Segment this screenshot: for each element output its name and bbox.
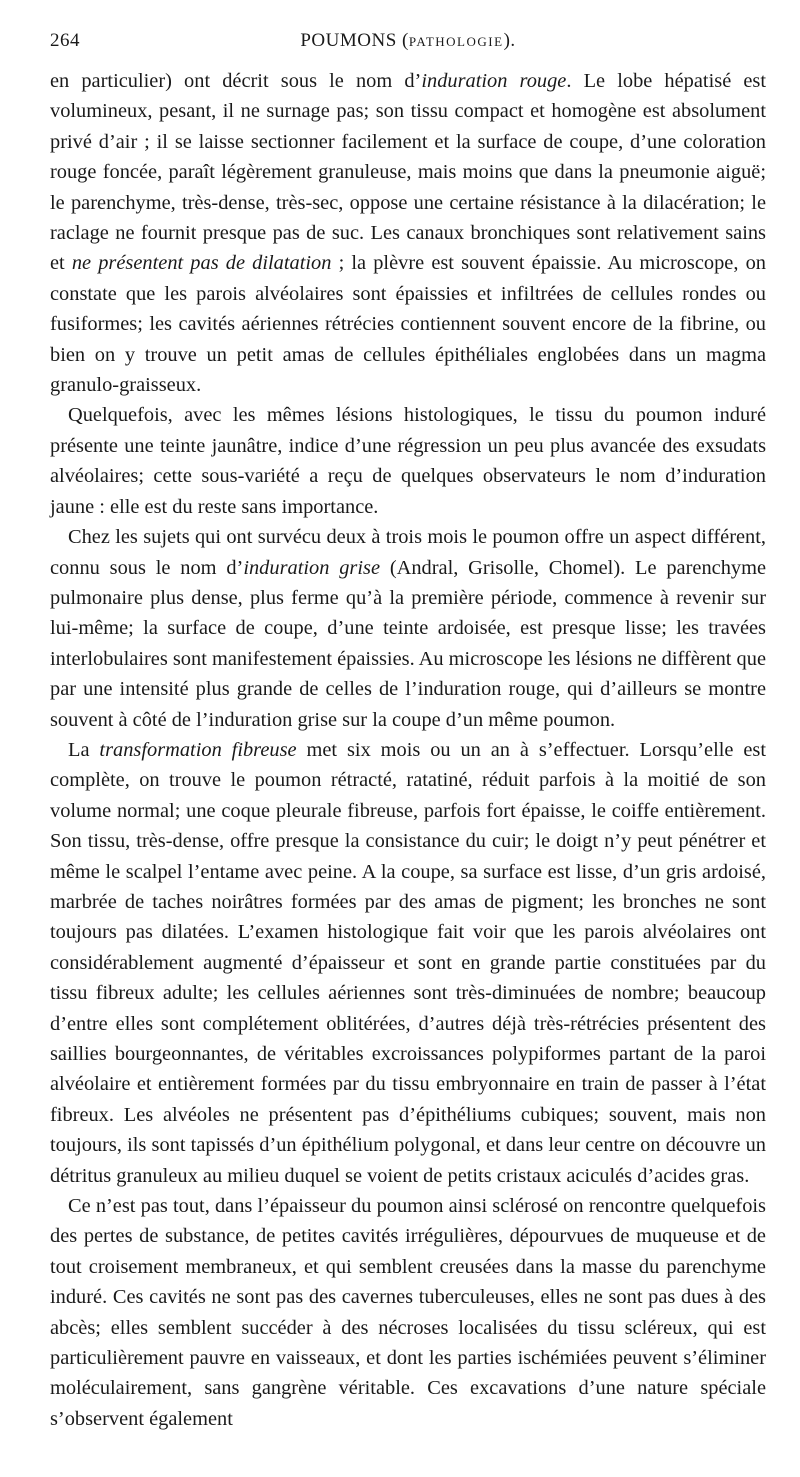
- page-header: [50, 30, 766, 66]
- page-number: 264: [50, 30, 80, 51]
- text-run: Chez les sujets qui ont survécu deux à trois mois le poumon offre un aspect différent, connu sous le nom d’: [50, 526, 766, 579]
- text-run: (Andral, Grisolle, Chomel). Le parenchyme pulmonaire plus dense, plus ferme qu’à la première période, commence à revenir sur lui-même; la surface de coupe, d’une teinte ardoisée, est presque lisse; les travées interlobulaires sont manifestement épaissies. Au microscope les lésions ne diffèrent que par une intensité plus grande de celles de l’induration rouge, qui d’ailleurs se montre souvent à côté de l’induration grise sur la coupe d’un même poumon.: [50, 556, 766, 731]
- running-title-paren-close: ).: [503, 30, 516, 51]
- italic-term: induration grise: [243, 556, 381, 579]
- book-page: [50, 30, 766, 1434]
- paragraph: [50, 400, 766, 522]
- italic-term: ne présentent pas de dilatation: [71, 252, 332, 275]
- running-title-paren-open: (: [402, 30, 409, 51]
- text-run: Quelquefois, avec les mêmes lésions histologiques, le tissu du poumon induré présente une teinte jaunâtre, indice d’une régression un peu plus avancée des exsudats alvéolaires; cette sous-variété a reçu de quelques observateurs le nom d’induration jaune : elle est du reste sans importance.: [50, 404, 766, 518]
- running-title-section: PATHOLOGIE: [408, 34, 504, 49]
- text-run: ; la plèvre est souvent épaissie. Au microscope, on constate que les parois alvéolaires sont épaissies et infiltrées de cellules rondes ou fusiformes; les cavités aériennes rétrécies contiennent souvent encore de la fibrine, ou bien on y trouve un petit amas de cellules épithéliales englobées dans un magma granulo-graisseux.: [50, 252, 766, 397]
- body-text: [50, 66, 766, 1434]
- paragraph: [50, 735, 766, 1191]
- text-run: met six mois ou un an à s’effectuer. Lorsqu’elle est complète, on trouve le poumon rétracté, ratatiné, réduit parfois à la moitié de son volume normal; une coque pleurale fibreuse, parfois fort épaisse, le coiffe entièrement. Son tissu, très-dense, offre presque la consistance du cuir; le doigt n’y peut pénétrer et même le scalpel l’entame avec peine. A la coupe, sa surface est lisse, d’un gris ardoisé, marbrée de taches noirâtres formées par des amas de pigment; les bronches ne sont toujours pas dilatées. L’examen histologique fait voir que les parois alvéolaires ont considérablement augmenté d’épaisseur et sont en grande partie constituées par du tissu fibreux adulte; les cellules aériennes sont très-diminuées de nombre; beaucoup d’entre elles sont complétement oblitérées, d’autres déjà très-rétrécies présentent des saillies bourgeonnantes, de véritables excroissances polypiformes partant de la paroi alvéolaire et entièrement formées par du tissu embryonnaire en train de passer à l’état fibreux. Les alvéoles ne présentent pas d’épithéliums cubiques; souvent, mais non toujours, ils sont tapissés d’un épithélium polygonal, et dans leur centre on découvre un détritus granuleux au milieu duquel se voient de petits cristaux aciculés d’acides gras.: [50, 738, 767, 1187]
- text-run: . Le lobe hépatisé est volumineux, pesant, il ne surnage pas; son tissu compact et homogène est absolument privé d’air ; il se laisse sectionner facilement et la surface de coupe, d’une coloration rouge foncée, paraît légèrement granuleuse, mais moins que dans la pneumonie aiguë; le parenchyme, très-dense, très-sec, oppose une certaine résistance à la dilacération; le raclage ne fournit presque pas de suc. Les canaux bronchiques sont relativement sains et: [50, 70, 767, 275]
- text-run: La: [68, 738, 100, 761]
- italic-term: transformation fibreuse: [99, 738, 297, 761]
- running-title: [50, 30, 766, 52]
- text-run: Ce n’est pas tout, dans l’épaisseur du poumon ainsi sclérosé on rencontre quelquefois des pertes de substance, de petites cavités irrégulières, dépourvues de muqueuse et de tout croisement membraneux, et qui semblent creusées dans la masse du parenchyme induré. Ces cavités ne sont pas des cavernes tuberculeuses, elles ne sont pas dues à des abcès; elles semblent succéder à des nécroses localisées du tissu scléreux, qui est particulièrement pauvre en vaisseaux, et dont les parties ischémiées peuvent s’éliminer moléculairement, sans gangrène véritable. Ces excavations d’une nature spéciale s’observent également: [50, 1195, 766, 1430]
- running-title-main: POUMONS: [300, 30, 403, 51]
- paragraph: [50, 66, 766, 400]
- italic-term: induration rouge: [421, 70, 567, 92]
- text-run: en particulier) ont décrit sous le nom d’: [50, 70, 422, 92]
- paragraph: [50, 1191, 766, 1434]
- paragraph: [50, 522, 766, 735]
